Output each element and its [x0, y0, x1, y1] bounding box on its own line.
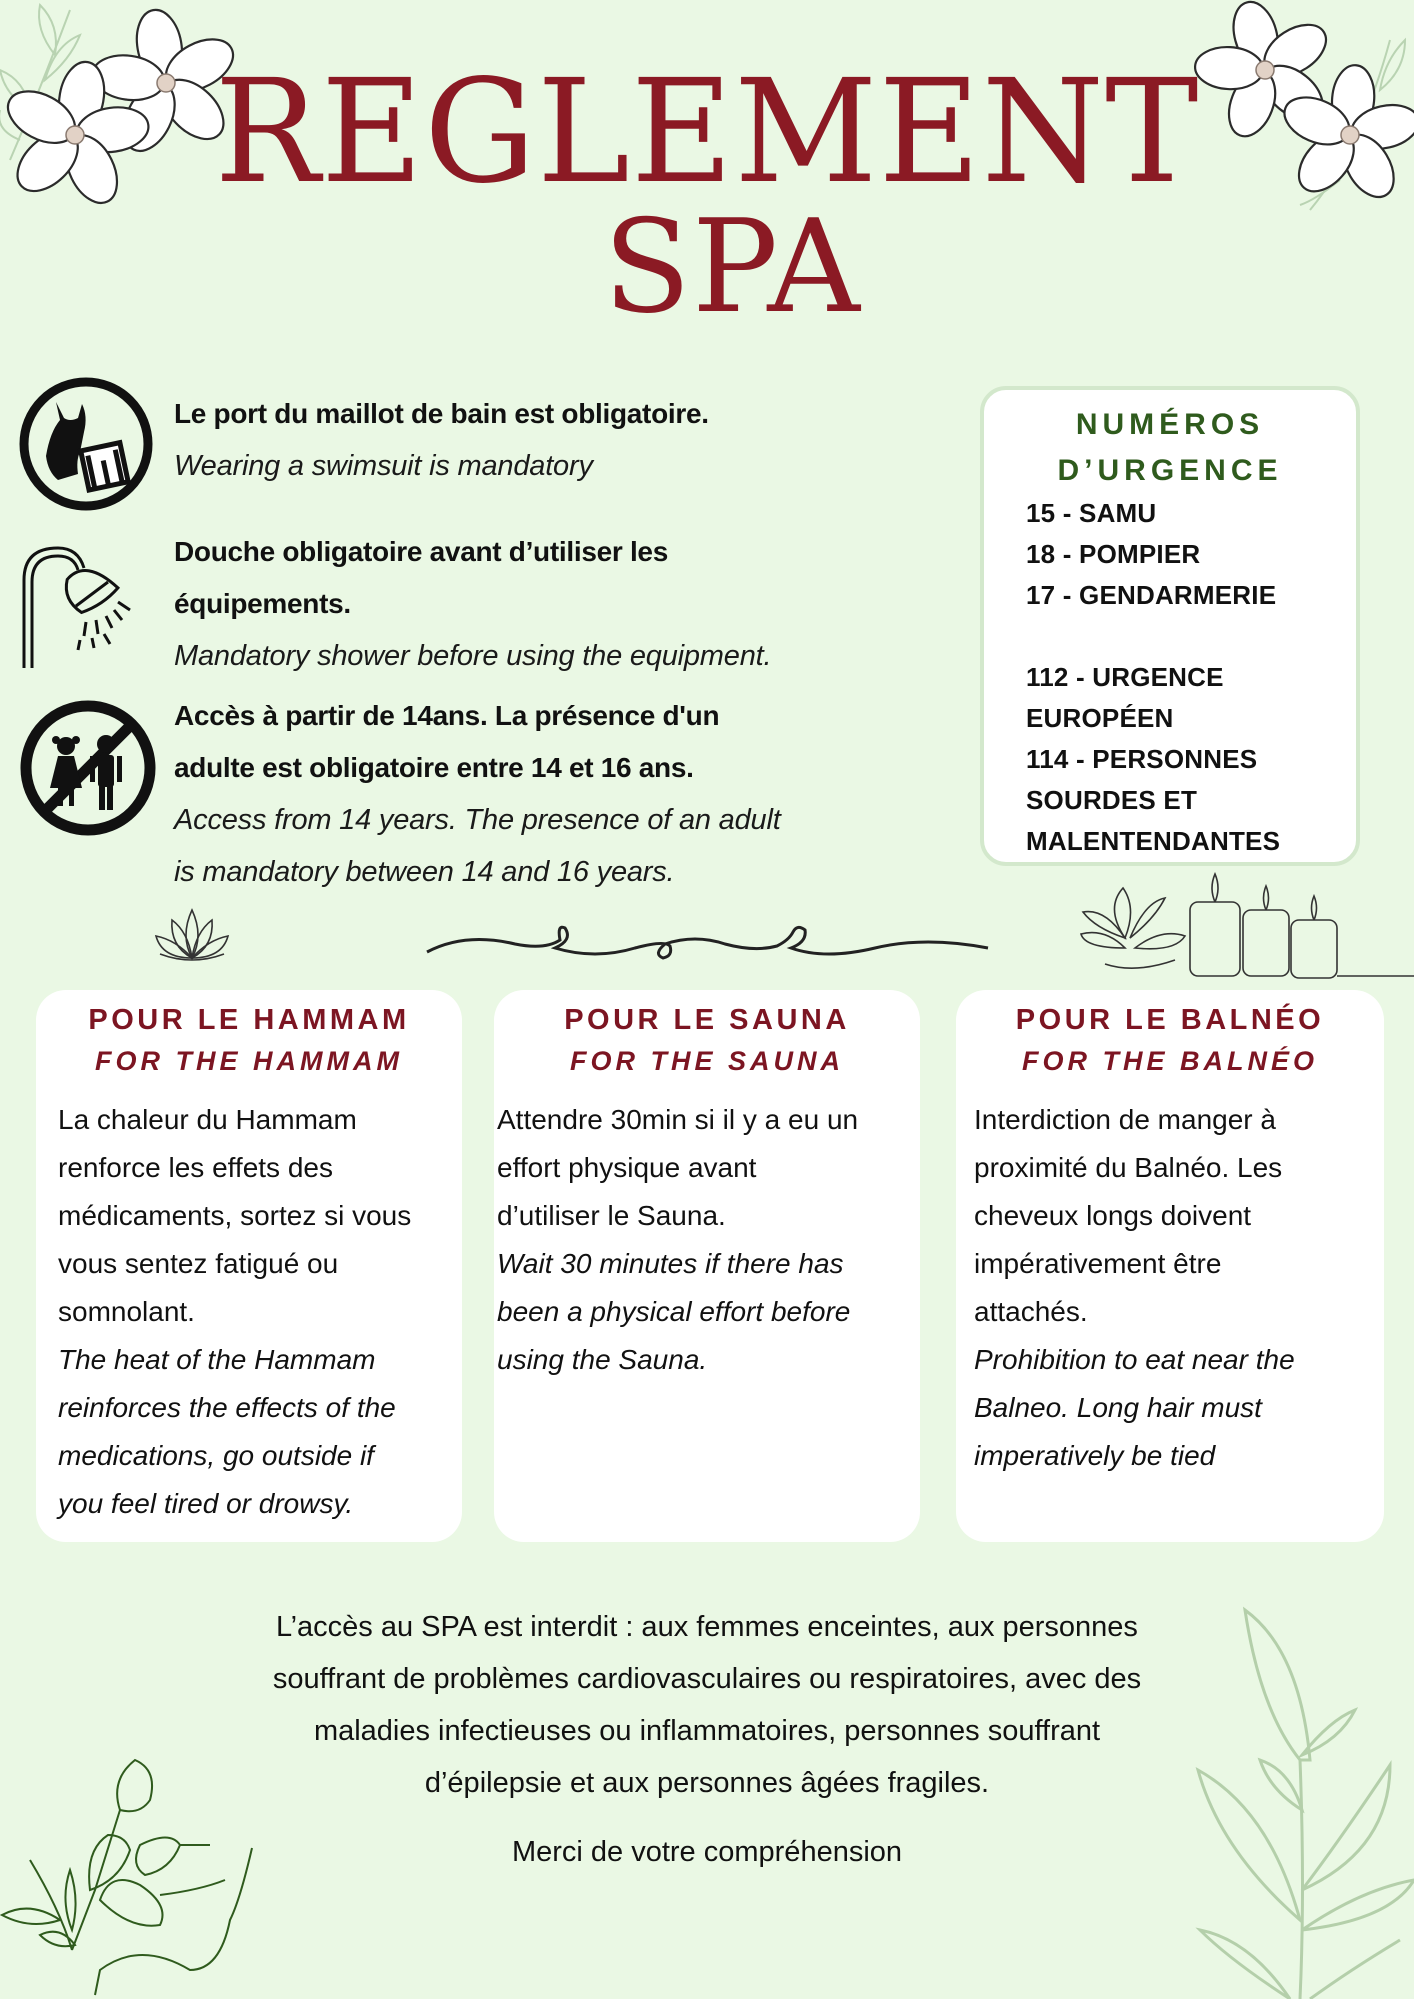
notice-line: L’accès au SPA est interdit : aux femmes enceintes, aux personnes	[276, 1611, 1138, 1643]
hammam-en-line: medications, go outside if	[58, 1440, 374, 1471]
rule-en-text: Mandatory shower before using the equipment.	[174, 640, 772, 672]
balneo-fr-line: cheveux longs doivent	[974, 1200, 1252, 1231]
sauna-en-line: using the Sauna.	[497, 1344, 708, 1375]
hammam-en-line: The heat of the Hammam	[58, 1344, 376, 1375]
candles-lotus-icon	[1075, 868, 1414, 988]
emergency-item: 17 - GENDARMERIE	[1026, 580, 1277, 610]
emergency-item: 112 - URGENCE	[1026, 662, 1224, 692]
sauna-fr-line: effort physique avant	[497, 1152, 757, 1183]
hammam-fr-line: médicaments, sortez si vous	[58, 1200, 412, 1231]
sauna-fr-line: d’utiliser le Sauna.	[497, 1200, 726, 1231]
rule-fr-text-line2: adulte est obligatoire entre 14 et 16 ans.	[174, 752, 694, 783]
balneo-fr-line: Interdiction de manger à	[974, 1104, 1276, 1135]
access-notice	[120, 1601, 1294, 1809]
sauna-card	[494, 990, 920, 1542]
sauna-en-line: Wait 30 minutes if there has	[497, 1248, 844, 1279]
hammam-fr-line: La chaleur du Hammam	[58, 1104, 357, 1135]
emergency-item: SOURDES ET	[1026, 785, 1198, 815]
rule-shower	[174, 526, 934, 682]
rule-fr-text: Le port du maillot de bain est obligatoire.	[174, 398, 709, 429]
balneo-heading-fr: POUR LE BALNÉO	[1015, 1004, 1325, 1036]
no-children-icon	[20, 700, 156, 836]
notice-line: souffrant de problèmes cardiovasculaires ou respiratoires, avec des	[272, 1663, 1142, 1695]
balneo-en-line: Balneo. Long hair must	[974, 1392, 1262, 1423]
page-title-line2: SPA	[603, 193, 861, 342]
rule-en-text: Wearing a swimsuit is mandatory	[174, 450, 593, 482]
sauna-heading-fr: POUR LE SAUNA	[564, 1004, 850, 1036]
shower-icon	[18, 540, 158, 670]
balneo-fr-line: impérativement être	[974, 1248, 1222, 1279]
sauna-heading-en: FOR THE SAUNA	[570, 1046, 844, 1076]
balneo-fr-line: attachés.	[974, 1296, 1088, 1327]
hammam-fr-line: somnolant.	[58, 1296, 195, 1327]
hammam-heading-en: FOR THE HAMMAM	[95, 1046, 403, 1076]
page-title-line1: REGLEMENT	[214, 49, 1200, 216]
rule-en-text-line2: is mandatory between 14 and 16 years.	[174, 856, 675, 888]
emergency-heading-line2: D’URGENCE	[1057, 454, 1283, 487]
emergency-item: MALENTENDANTES	[1026, 826, 1281, 856]
hammam-heading-fr: POUR LE HAMMAM	[88, 1004, 410, 1036]
sauna-en-line: been a physical effort before	[497, 1296, 851, 1327]
emergency-item: 18 - POMPIER	[1026, 539, 1201, 569]
emergency-item: 15 - SAMU	[1026, 498, 1157, 528]
balneo-en-line: imperatively be tied	[974, 1440, 1216, 1471]
emergency-item: EUROPÉEN	[1026, 703, 1174, 733]
hammam-card	[36, 990, 462, 1542]
swirl-divider	[425, 920, 990, 970]
emergency-list	[1026, 493, 1346, 862]
balneo-en-line: Prohibition to eat near the	[974, 1344, 1295, 1375]
balneo-fr-line: proximité du Balnéo. Les	[974, 1152, 1283, 1183]
rule-fr-text-line2: équipements.	[174, 588, 351, 619]
sauna-fr-line: Attendre 30min si il y a eu un	[497, 1104, 859, 1135]
balneo-card	[956, 990, 1384, 1542]
lotus-icon	[152, 906, 232, 966]
rule-fr-text-line1: Douche obligatoire avant d’utiliser les	[174, 536, 668, 567]
hammam-en-line: you feel tired or drowsy.	[58, 1488, 354, 1519]
rule-age	[174, 690, 934, 898]
thanks-text: Merci de votre compréhension	[511, 1836, 903, 1868]
emergency-item: 114 - PERSONNES	[1026, 744, 1258, 774]
sauna-body	[497, 1096, 906, 1384]
notice-line: d’épilepsie et aux personnes âgées fragiles.	[424, 1767, 990, 1799]
emergency-heading-line1: NUMÉROS	[1075, 408, 1265, 441]
hammam-fr-line: vous sentez fatigué ou	[58, 1248, 339, 1279]
hammam-en-line: reinforces the effects of the	[58, 1392, 396, 1423]
hammam-fr-line: renforce les effets des	[58, 1152, 333, 1183]
rule-fr-text-line1: Accès à partir de 14ans. La présence d'un	[174, 700, 720, 731]
emergency-numbers-card	[980, 386, 1360, 866]
balneo-body	[974, 1096, 1370, 1480]
hammam-body	[58, 1096, 448, 1528]
swimsuit-icon	[18, 376, 154, 512]
notice-line: maladies infectieuses ou inflammatoires, personnes souffrant	[313, 1715, 1101, 1747]
balneo-heading-en: FOR THE BALNÉO	[1022, 1046, 1318, 1076]
rule-swimsuit	[174, 388, 934, 492]
rule-en-text-line1: Access from 14 years. The presence of an adult	[174, 804, 781, 836]
